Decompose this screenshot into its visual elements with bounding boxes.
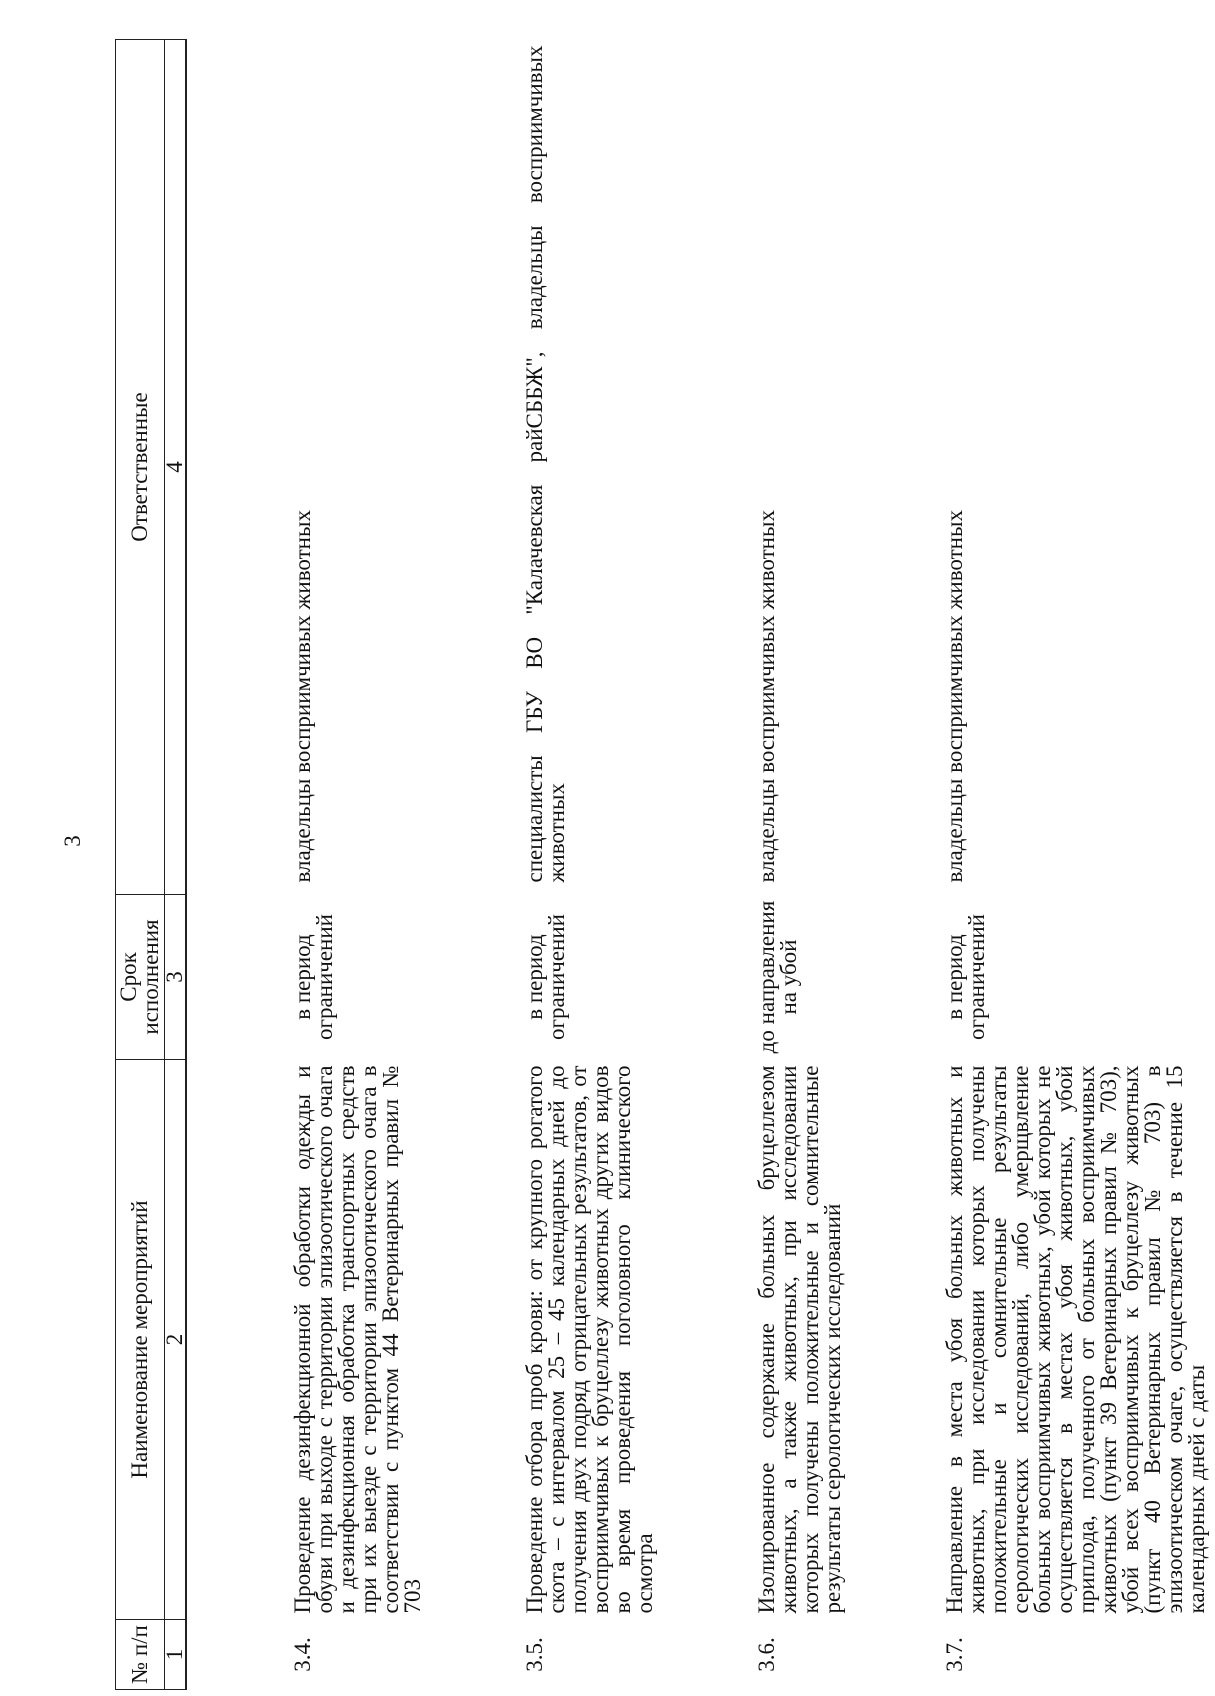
table-row	[656, 40, 844, 1690]
rotated-page	[115, 30, 1215, 1690]
table-header	[116, 40, 187, 1690]
table-body	[186, 40, 1208, 1690]
row-term: в период ограничений	[522, 914, 569, 1040]
row-measure: Изолированное содержание больных бруцеллезом животных, а также животных, при исследовании которых получены положительные и сомнительные результаты серологических исследований	[754, 1065, 845, 1614]
column-number: 3	[165, 895, 187, 1060]
column-number: 4	[165, 40, 187, 895]
table-row	[844, 40, 1208, 1690]
column-number: 1	[165, 1620, 187, 1690]
row-responsible: владельцы восприимчивых животных	[754, 510, 779, 883]
row-num: 3.5.	[522, 1637, 547, 1672]
row-responsible: владельцы восприимчивых животных	[290, 510, 315, 883]
header-num: № п/п	[116, 1620, 165, 1690]
row-term: до направления на убой	[754, 900, 801, 1054]
row-term: в период ограничений	[290, 914, 337, 1040]
measures-table	[115, 39, 1208, 1690]
row-measure: Направление в места убоя больных животных и животных, при исследовании которых получены положительные и сомнительные результаты серологических исследований, либо умерщвление больных восприимчивых животных, убой которых не осуществляется в местах убоя животных, убой приплода, полученного от больных восприимчивых животных (пункт 39 Ветеринарных правил № 703), убой всех восприимчивых к бруцеллезу животных (пункт 40 Ветеринарных правил № 703) в эпизоотическом очаге, осуществляется в течение 15 календарных дней с даты	[942, 1065, 1209, 1614]
row-num: 3.7.	[942, 1637, 967, 1672]
header-name: Наименование мероприятий	[116, 1060, 165, 1620]
row-term: в период ограничений	[942, 914, 989, 1040]
row-responsible: владельцы восприимчивых животных	[942, 510, 967, 883]
row-responsible: специалисты ГБУ ВО "Калачевская райСББЖ", владельцы восприимчивых животных	[522, 45, 569, 883]
row-measure: Проведение отбора проб крови: от крупного рогатого скота – с интервалом 25 – 45 календарных дней до получения двух подряд отрицательных результатов, от восприимчивых к бруцеллезу животных других видов во время проведения поголовного клинического осмотра	[522, 1065, 657, 1614]
column-number: 2	[165, 1060, 187, 1620]
row-num: 3.6.	[754, 1637, 779, 1672]
header-responsible: Ответственные	[116, 40, 165, 895]
header-term: Срок исполнения	[116, 895, 165, 1060]
table-row	[186, 40, 424, 1690]
row-measure: Проведение дезинфекционной обработки одежды и обуви при выходе с территории эпизоотического очага и дезинфекционная обработка транспортных средств при их выезде с территории эпизоотического очага в соответствии с пунктом 44 Ветеринарных правил № 703	[290, 1065, 425, 1614]
row-num: 3.4.	[290, 1637, 315, 1672]
table-row	[424, 40, 656, 1690]
page-number: 3	[59, 835, 85, 847]
